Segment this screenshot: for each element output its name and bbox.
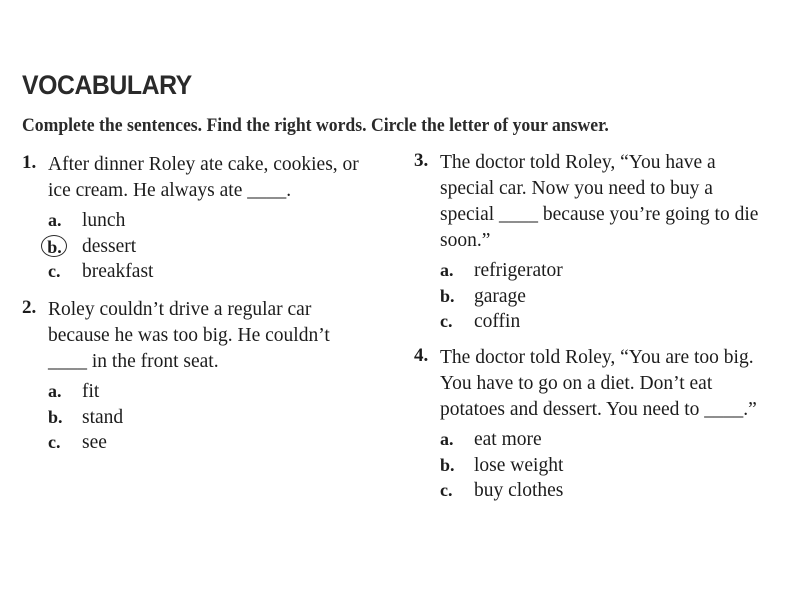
choice-text: lunch <box>82 210 126 231</box>
choice-text: stand <box>82 406 124 428</box>
choice-c[interactable] <box>22 430 382 456</box>
choice-letter: c. <box>48 261 61 281</box>
question-4 <box>414 345 774 504</box>
page-title: VOCABULARY <box>22 70 192 100</box>
choice-a[interactable] <box>414 427 774 453</box>
question-line: ____ in the front seat. <box>48 351 219 372</box>
question-line: The doctor told Roley, “You have a <box>440 152 716 173</box>
choice-list <box>22 208 382 285</box>
question-text <box>440 150 774 254</box>
question-number: 3. <box>414 150 429 171</box>
choice-letter-circled: b. <box>41 235 67 257</box>
question-line: The doctor told Roley, “You are too big. <box>440 347 754 368</box>
choice-list <box>414 258 774 335</box>
question-number: 4. <box>414 345 429 366</box>
choice-a[interactable] <box>22 379 382 405</box>
question-line: After dinner Roley ate cake, cookies, or <box>48 154 359 175</box>
choice-letter: a. <box>440 260 454 280</box>
choice-b[interactable] <box>414 284 774 310</box>
choice-c[interactable] <box>414 309 774 335</box>
question-line: special ____ because you’re going to die <box>440 204 759 225</box>
choice-text: eat more <box>474 429 542 450</box>
choice-c[interactable] <box>22 259 382 285</box>
choice-letter: a. <box>48 210 62 230</box>
choice-b[interactable] <box>22 405 382 431</box>
choice-letter: b. <box>440 285 455 306</box>
choice-a[interactable] <box>414 258 774 284</box>
choice-b[interactable] <box>414 453 774 479</box>
question-number: 1. <box>22 152 37 173</box>
choice-list <box>22 379 382 456</box>
choice-letter: a. <box>48 381 62 401</box>
choice-text: buy clothes <box>474 480 564 501</box>
question-1 <box>22 152 382 285</box>
question-text <box>440 345 774 423</box>
choice-text: garage <box>474 285 526 307</box>
question-text <box>48 152 382 204</box>
choice-text: breakfast <box>82 261 154 282</box>
choice-text: see <box>82 432 107 453</box>
question-2 <box>22 297 382 456</box>
question-line: special car. Now you need to buy a <box>440 178 713 199</box>
choice-a[interactable] <box>22 208 382 234</box>
choice-letter: a. <box>440 429 454 449</box>
choice-text: dessert <box>82 235 137 257</box>
choice-c[interactable] <box>414 478 774 504</box>
question-text <box>48 297 382 375</box>
question-line: ice cream. He always ate ____. <box>48 180 292 201</box>
question-line: You have to go on a diet. Don’t eat <box>440 373 713 394</box>
choice-letter: b. <box>48 406 63 427</box>
choice-b-circled[interactable] <box>22 234 382 260</box>
question-line: soon.” <box>440 230 491 251</box>
question-line: because he was too big. He couldn’t <box>48 325 330 346</box>
question-line: Roley couldn’t drive a regular car <box>48 299 312 320</box>
choice-letter: c. <box>48 432 61 452</box>
question-3 <box>414 150 774 335</box>
choice-text: coffin <box>474 311 521 332</box>
choice-letter: b. <box>440 454 455 475</box>
question-number: 2. <box>22 297 37 318</box>
choice-text: lose weight <box>474 454 564 476</box>
choice-text: refrigerator <box>474 260 563 281</box>
question-line: potatoes and dessert. You need to ____.” <box>440 399 757 420</box>
instructions: Complete the sentences. Find the right words. Circle the letter of your answer. <box>22 115 609 136</box>
choice-list <box>414 427 774 504</box>
choice-letter: c. <box>440 311 453 331</box>
choice-text: fit <box>82 381 100 402</box>
choice-letter: c. <box>440 480 453 500</box>
